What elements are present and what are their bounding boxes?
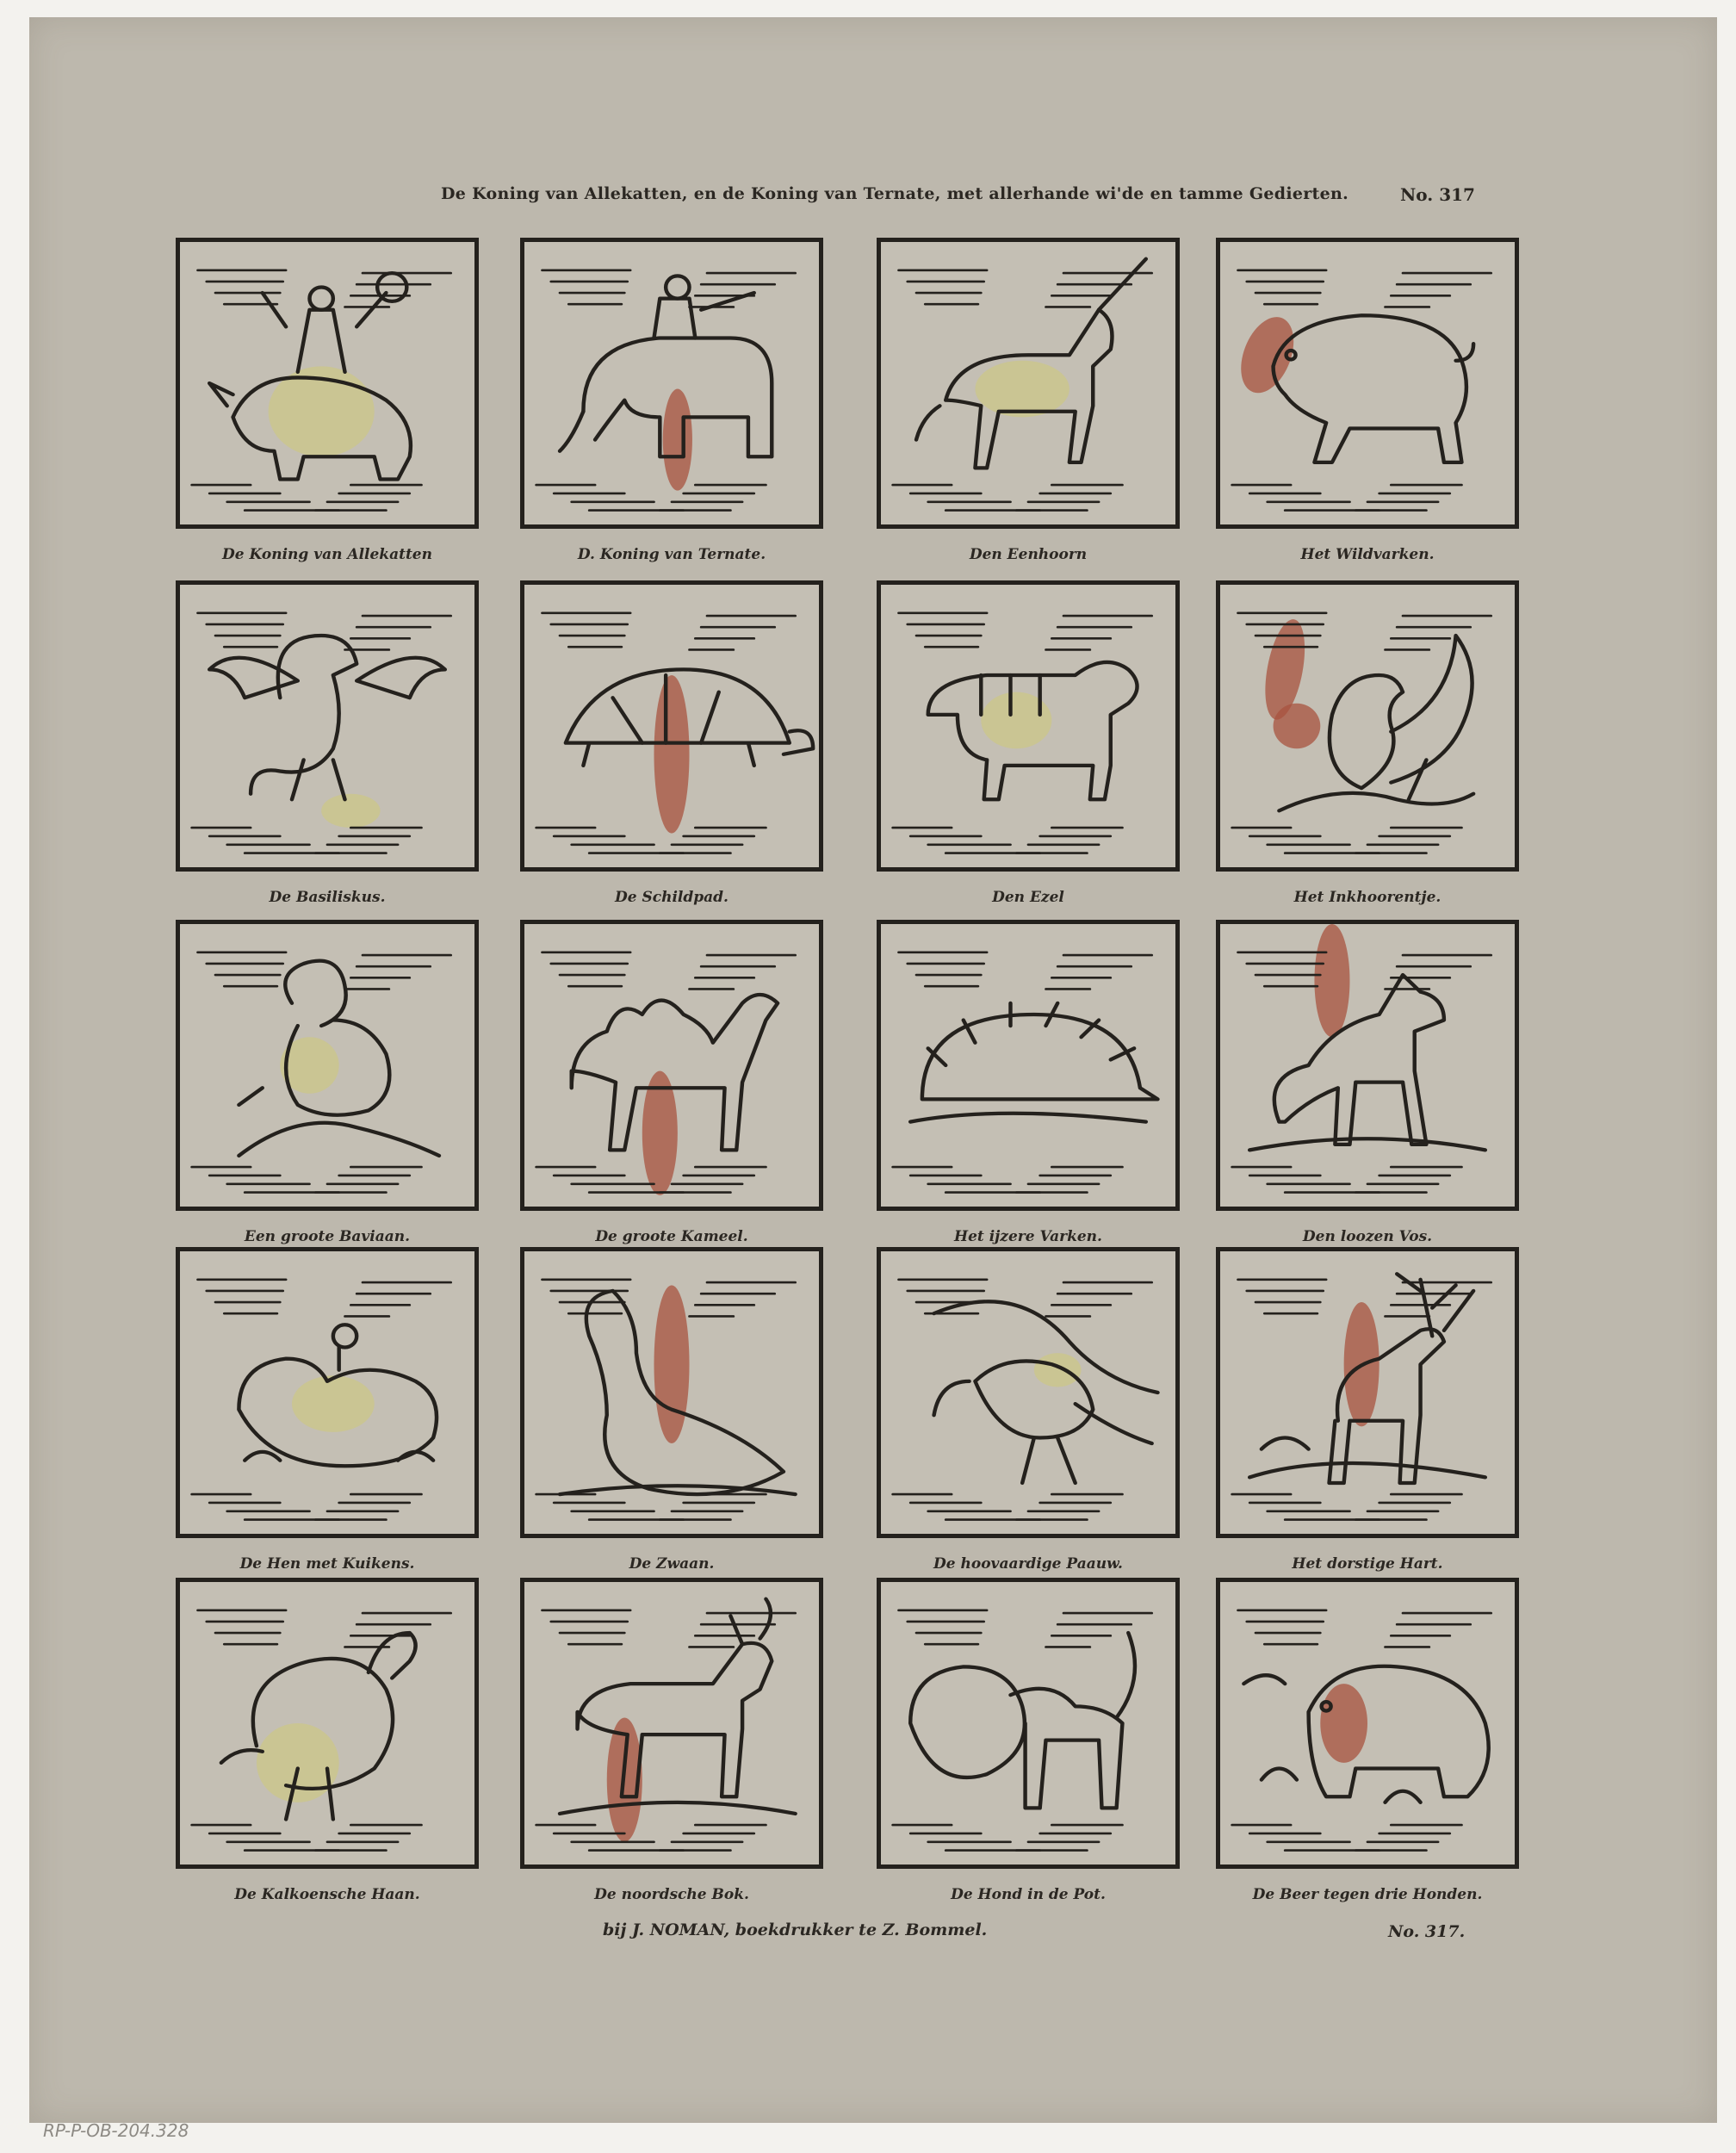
tortoise-icon [524, 585, 819, 867]
panel-caption: De Koning van Allekatten [222, 546, 432, 563]
print-title: De Koning van Allekatten, en de Koning van Ternate, met allerhande wi'de en tamme Gedierten. [441, 184, 1349, 203]
panel-caption: De Hond in de Pot. [951, 1886, 1106, 1903]
panel-caption: D. Koning van Ternate. [577, 546, 766, 563]
woodcut-frame [176, 580, 479, 872]
woodcut-frame [176, 238, 479, 529]
panel-caption: De groote Kameel. [595, 1228, 748, 1245]
panel-caption: De Zwaan. [629, 1555, 715, 1573]
panel-caption: Het Wildvarken. [1300, 546, 1435, 563]
hedgehog-icon [881, 924, 1175, 1207]
panel-caption: De Basiliskus. [269, 889, 386, 906]
squirrel-icon [1220, 585, 1515, 867]
panel-caption: Den loozen Vos. [1302, 1228, 1433, 1245]
fox-icon [1220, 924, 1515, 1207]
rider-on-rhinoceros-icon [180, 242, 474, 524]
panel-caption: Den Ezel [992, 889, 1064, 906]
woodcut-frame [176, 920, 479, 1211]
woodcut-frame [1216, 1247, 1519, 1538]
print-number: No. 317 [1400, 184, 1475, 205]
woodcut-frame [877, 1247, 1180, 1538]
rider-on-elephant-icon [524, 242, 819, 524]
bear-icon [1220, 1582, 1515, 1864]
print-footer [0, 1915, 1736, 1950]
panel-caption: De noordsche Bok. [594, 1886, 749, 1903]
turkey-icon [180, 1582, 474, 1864]
basilisk-icon [180, 585, 474, 867]
dog-in-pot-icon [881, 1582, 1175, 1864]
woodcut-frame [176, 1578, 479, 1869]
inventory-number: RP-P-OB-204.328 [43, 2120, 189, 2141]
woodcut-frame [877, 238, 1180, 529]
panel-caption: De Beer tegen drie Honden. [1252, 1886, 1483, 1903]
donkey-icon [881, 585, 1175, 867]
camel-icon [524, 924, 819, 1207]
hen-with-chicks-icon [180, 1251, 474, 1534]
unicorn-icon [881, 242, 1175, 524]
woodcut-frame [877, 1578, 1180, 1869]
woodcut-frame [1216, 920, 1519, 1211]
footer-number: No. 317. [1388, 1922, 1466, 1941]
woodcut-frame [877, 580, 1180, 872]
woodcut-frame [176, 1247, 479, 1538]
woodcut-frame [877, 920, 1180, 1211]
panel-caption: De Hen met Kuikens. [239, 1555, 415, 1573]
peacock-icon [881, 1251, 1175, 1534]
panel-caption: Het ijzere Varken. [954, 1228, 1102, 1245]
woodcut-frame [520, 1247, 823, 1538]
panel-caption: De Schildpad. [615, 889, 728, 906]
panel-caption: Het Inkhoorentje. [1293, 889, 1442, 906]
woodcut-frame [520, 580, 823, 872]
woodcut-frame [520, 1578, 823, 1869]
woodcut-frame [520, 920, 823, 1211]
woodcut-frame [520, 238, 823, 529]
woodcut-frame [1216, 580, 1519, 872]
printer-imprint: bij J. NOMAN, boekdrukker te Z. Bommel. [603, 1920, 988, 1939]
panel-caption: Het dorstige Hart. [1292, 1555, 1443, 1573]
woodcut-frame [1216, 1578, 1519, 1869]
woodcut-frame [1216, 238, 1519, 529]
panel-caption: De Kalkoensche Haan. [234, 1886, 420, 1903]
baboon-icon [180, 924, 474, 1207]
wild-boar-icon [1220, 242, 1515, 524]
stag-icon [1220, 1251, 1515, 1534]
swan-icon [524, 1251, 819, 1534]
panel-caption: Den Eenhoorn [969, 546, 1088, 563]
panel-caption: De hoovaardige Paauw. [933, 1555, 1123, 1573]
panel-caption: Een groote Baviaan. [244, 1228, 411, 1245]
goat-icon [524, 1582, 819, 1864]
